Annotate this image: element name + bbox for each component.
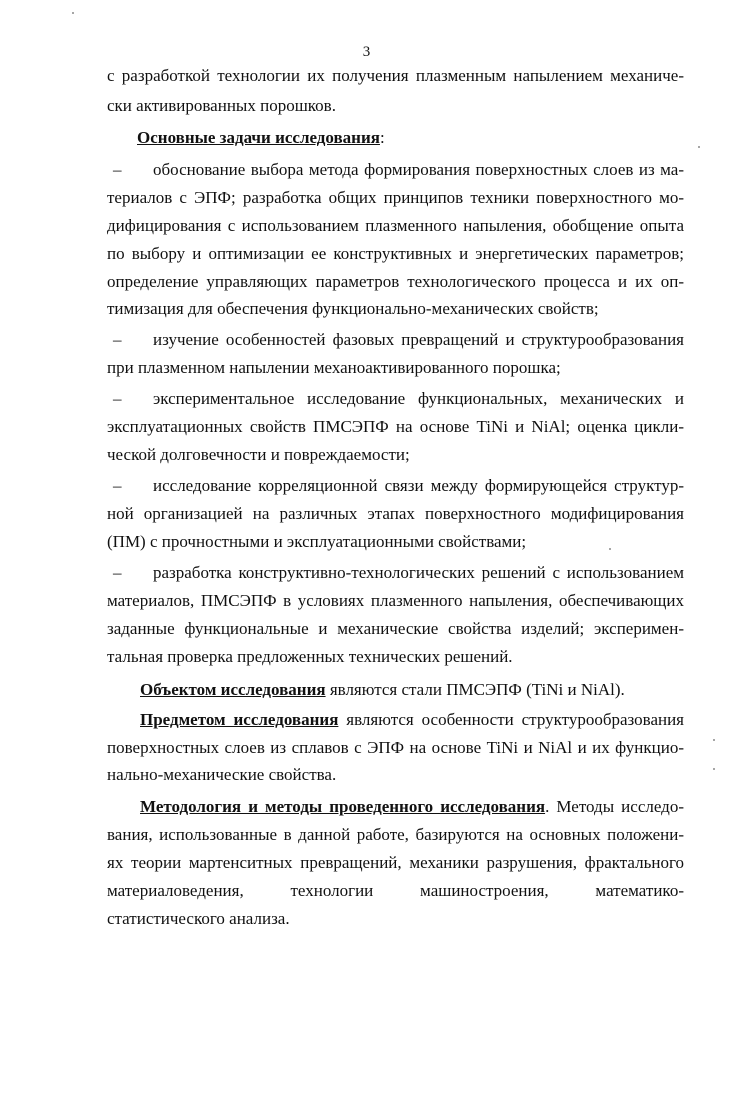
list-item-text: изучение особенностей фазовых превращений и структурообразования: [153, 330, 684, 349]
tasks-heading: [137, 128, 714, 148]
text-line: по выбору и оптимизации ее конструктивных и энергетических параметров;: [107, 244, 684, 263]
list-item-text: разработка конструктивно-технологических решений с использованием: [153, 563, 684, 582]
list-item: [113, 476, 684, 496]
subject-text: являются особенности структурообразования: [338, 710, 685, 729]
text-line: ях теории мартенситных превращений, механики разрушения, фрактального: [107, 853, 684, 872]
scan-speck: [713, 768, 715, 770]
scan-speck: [698, 146, 700, 148]
list-item-text: обоснование выбора метода формирования поверхностных слоев из ма-: [153, 160, 684, 179]
text-line: вания, использованные в данной работе, базируются на основных положени-: [107, 825, 684, 844]
text-line: ческой долговечности и повреждаемости;: [107, 445, 410, 464]
object-text: являются стали ПМСЭПФ (TiNi и NiAl).: [325, 680, 625, 699]
text-line: материалов, ПМСЭПФ в условиях плазменного напыления, обеспечивающих: [107, 591, 684, 610]
list-dash: –: [113, 330, 122, 349]
scan-speck: [609, 548, 611, 550]
methodology-paragraph: [140, 797, 684, 817]
scan-speck: [713, 739, 715, 741]
list-dash: –: [113, 476, 122, 495]
text-line: эксплуатационных свойств ПМСЭПФ на основе TiNi и NiAl; оценка цикли-: [107, 417, 684, 436]
text-line: с разработкой технологии их получения плазменным напылением механиче-: [107, 66, 684, 85]
text-line: при плазменном напылении механоактивированного порошка;: [107, 358, 561, 377]
text-line: ски активированных порошков.: [107, 96, 336, 115]
list-item-text: исследование корреляционной связи между формирующейся структур-: [153, 476, 684, 495]
text-line: дифицирования с использованием плазменного напыления, обобщение опыта: [107, 216, 684, 235]
object-label: Объектом исследования: [140, 680, 326, 699]
list-item: [113, 330, 684, 350]
text-line: нально-механические свойства.: [107, 765, 337, 784]
list-dash: –: [113, 160, 122, 179]
subject-label: Предметом исследования: [140, 710, 339, 729]
list-dash: –: [113, 563, 122, 582]
tasks-heading-label: Основные задачи исследования: [137, 128, 380, 147]
subject-paragraph: [140, 710, 684, 730]
text-line: заданные функциональные и механические свойства изделий; эксперимен-: [107, 619, 684, 638]
list-item: [113, 563, 684, 583]
scan-speck: [72, 12, 74, 14]
text-line: поверхностных слоев из сплавов с ЭПФ на основе TiNi и NiAl и их функцио-: [107, 738, 684, 757]
text-line: статистического анализа.: [107, 909, 290, 928]
text-line: териалов с ЭПФ; разработка общих принципов техники поверхностного мо-: [107, 188, 684, 207]
text-line: материаловедения, технологии машиностроения, математико-: [107, 881, 684, 900]
text-line: тимизация для обеспечения функционально-механических свойств;: [107, 299, 599, 318]
page-number: 3: [362, 44, 371, 60]
text-line: ной организацией на различных этапах поверхностного модифицирования: [107, 504, 684, 523]
list-item: [113, 160, 684, 180]
methodology-dot: .: [545, 797, 550, 816]
methodology-label: Методология и методы проведенного исследования: [140, 797, 546, 816]
tasks-heading-colon: :: [379, 128, 385, 147]
list-item-text: экспериментальное исследование функциональных, механических и: [153, 389, 684, 408]
object-paragraph: [140, 680, 717, 700]
list-dash: –: [113, 389, 122, 408]
text-line: (ПМ) с прочностными и эксплуатационными свойствами;: [107, 532, 527, 551]
text-line: определение управляющих параметров технологического процесса и их оп-: [107, 272, 684, 291]
list-item: [113, 389, 684, 409]
text-line: тальная проверка предложенных технических решений.: [107, 647, 513, 666]
methodology-text: Методы исследо-: [549, 797, 684, 816]
